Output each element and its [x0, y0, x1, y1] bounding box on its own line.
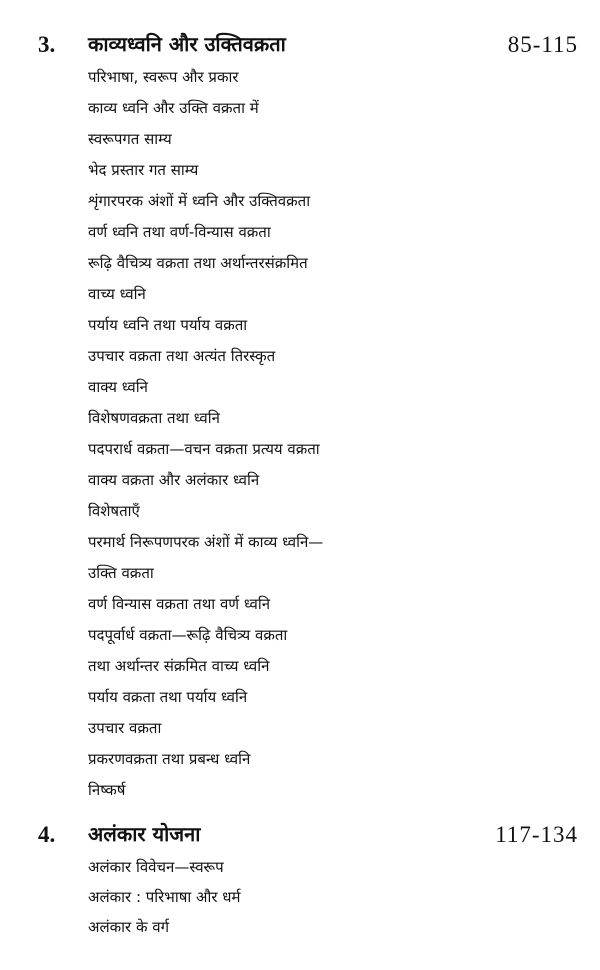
topic-list — [0, 852, 600, 942]
chapter-number: 4. — [38, 822, 56, 847]
topic-item: पर्याय ध्वनि तथा पर्याय वक्रता — [88, 316, 248, 334]
chapter-page-range: 117-134 — [495, 822, 578, 847]
chapter-3-entry — [0, 26, 600, 806]
chapter-4-entry — [0, 816, 600, 942]
topic-item: अलंकार के वर्ग — [88, 918, 170, 936]
topic-item: निष्कर्ष — [88, 781, 126, 799]
topic-item: पर्याय वक्रता तथा पर्याय ध्वनि — [88, 688, 248, 706]
chapter-heading — [0, 816, 600, 852]
topic-item: परमार्थ निरूपणपरक अंशों में काव्य ध्वनि— — [88, 533, 324, 551]
topic-item: विशेषताएँ — [88, 502, 140, 520]
topic-item: भेद प्रस्तार गत साम्य — [88, 161, 199, 179]
topic-item: वाक्य वक्रता और अलंकार ध्वनि — [88, 471, 260, 489]
chapter-title: अलंकार योजना — [88, 822, 201, 846]
topic-item: वाच्य ध्वनि — [88, 285, 146, 303]
topic-item: परिभाषा, स्वरूप और प्रकार — [88, 68, 239, 86]
topic-item: वाक्य ध्वनि — [88, 378, 148, 396]
topic-item: वर्ण विन्यास वक्रता तथा वर्ण ध्वनि — [88, 595, 271, 613]
chapter-number: 3. — [38, 32, 56, 57]
topic-item: स्वरूपगत साम्य — [88, 130, 172, 148]
topic-item: पदपूर्वार्ध वक्रता—रूढ़ि वैचित्र्य वक्रता — [88, 626, 288, 644]
topic-item: रूढ़ि वैचित्र्य वक्रता तथा अर्थान्तरसंक्रमित — [88, 254, 308, 272]
chapter-heading — [0, 26, 600, 62]
topic-item: उपचार वक्रता — [88, 719, 162, 737]
topic-item: शृंगारपरक अंशों में ध्वनि और उक्तिवक्रता — [88, 192, 311, 210]
topic-item: उक्ति वक्रता — [88, 564, 154, 582]
chapter-page-range: 85-115 — [507, 32, 578, 57]
topic-item: उपचार वक्रता तथा अत्यंत तिरस्कृत — [88, 347, 276, 365]
topic-item: अलंकार विवेचन—स्वरूप — [88, 858, 224, 876]
topic-item: पदपरार्ध वक्रता—वचन वक्रता प्रत्यय वक्रता — [88, 440, 320, 458]
chapter-title: काव्यध्वनि और उक्तिवक्रता — [88, 32, 286, 56]
topic-item: तथा अर्थान्तर संक्रमित वाच्य ध्वनि — [88, 657, 270, 675]
topic-item: विशेषणवक्रता तथा ध्वनि — [88, 409, 220, 427]
topic-list — [0, 62, 600, 806]
topic-item: अलंकार : परिभाषा और धर्म — [88, 888, 241, 906]
topic-item: काव्य ध्वनि और उक्ति वक्रता में — [88, 99, 259, 117]
topic-item: वर्ण ध्वनि तथा वर्ण-विन्यास वक्रता — [88, 223, 271, 241]
topic-item: प्रकरणवक्रता तथा प्रबन्ध ध्वनि — [88, 750, 251, 768]
